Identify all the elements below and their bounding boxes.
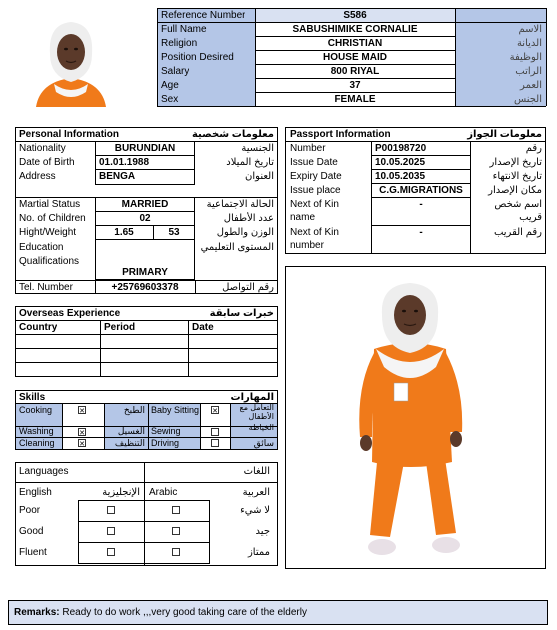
language-english-label-ar: الإنجليزية <box>102 487 140 498</box>
kin-number-value: - <box>419 227 423 238</box>
arabic-good-checkbox[interactable] <box>172 527 180 535</box>
marital-status-label-ar: الحالة الاجتماعية <box>206 199 274 210</box>
religion-value: CHRISTIAN <box>327 38 383 49</box>
issue-place-label-ar: مكان الإصدار <box>488 185 542 196</box>
full-name-value: SABUSHIMIKE CORNALIE <box>292 24 418 35</box>
issue-date-value: 10.05.2025 <box>375 157 426 168</box>
arabic-fluent-checkbox[interactable] <box>172 548 180 556</box>
dob-value: 01.01.1988 <box>99 157 150 168</box>
dob-label-ar: تاريخ الميلاد <box>226 157 274 168</box>
personal-info-title-ar: معلومات شخصية <box>191 129 274 140</box>
expiry-date-label: Expiry Date <box>290 171 342 182</box>
age-label: Age <box>161 80 179 91</box>
skills-title-ar: المهارات <box>230 392 274 403</box>
skill-babysitting-checkbox[interactable] <box>211 406 219 414</box>
position-desired-label: Position Desired <box>161 52 234 63</box>
skill-washing-checkbox[interactable] <box>78 428 86 436</box>
skill-cooking-checkbox[interactable] <box>78 406 86 414</box>
skill-babysitting-label-ar-2: الأطفال <box>248 412 274 421</box>
kin-number-label-2: number <box>290 240 324 251</box>
language-level-good: Good <box>19 526 44 537</box>
salary-label: Salary <box>161 66 190 77</box>
education-label: Education <box>19 242 64 253</box>
skill-sewing-label: Sewing <box>151 426 181 436</box>
english-poor-checkbox[interactable] <box>107 506 115 514</box>
marital-status-value: MARRIED <box>121 199 169 210</box>
arabic-poor-checkbox[interactable] <box>172 506 180 514</box>
kin-name-label-2: name <box>290 212 316 223</box>
tel-label-ar: رقم التواصل <box>222 282 274 293</box>
education-value: PRIMARY <box>122 267 168 278</box>
children-label: No. of Children <box>19 213 86 224</box>
issue-date-label-ar: تاريخ الإصدار <box>489 157 542 168</box>
expiry-date-label-ar: تاريخ الانتهاء <box>492 171 542 182</box>
skill-cooking-label-ar: الطبخ <box>123 405 145 415</box>
overseas-title-ar: خبرات سابقة <box>209 308 274 319</box>
sex-label-ar: الجنس <box>513 94 542 105</box>
skills-title: Skills <box>19 392 46 403</box>
overseas-col-country: Country <box>19 322 58 333</box>
skill-driving-checkbox[interactable] <box>211 439 219 447</box>
passport-number-label: Number <box>290 143 326 154</box>
height-weight-label: Hight/Weight <box>19 227 77 238</box>
full-name-label: Full Name <box>161 24 207 35</box>
skill-driving-label-ar: سائق <box>253 438 274 448</box>
passport-info-title-ar: معلومات الجواز <box>467 129 542 140</box>
english-good-checkbox[interactable] <box>107 527 115 535</box>
position-desired-value: HOUSE MAID <box>323 52 387 63</box>
remarks-text: Ready to do work ,,,very good taking care of the elderly <box>59 607 307 618</box>
salary-value: 800 RIYAL <box>330 66 380 77</box>
height-weight-label-ar: الوزن والطول <box>216 227 274 238</box>
language-level-fluent-ar: ممتاز <box>247 547 270 558</box>
skill-sewing-checkbox[interactable] <box>211 428 219 436</box>
language-english-label: English <box>19 487 52 498</box>
age-value: 37 <box>349 80 361 91</box>
skill-cooking-label: Cooking <box>19 405 53 415</box>
remarks-label: Remarks: <box>14 607 60 618</box>
age-label-ar: العمر <box>520 80 542 91</box>
skill-babysitting-label: Baby Sitting <box>151 405 200 415</box>
headshot-photo <box>26 12 116 107</box>
nationality-label: Nationality <box>19 143 66 154</box>
skill-cleaning-label-ar: التنظيف <box>114 438 145 448</box>
personal-info-title: Personal Information <box>19 129 120 140</box>
position-desired-label-ar: الوظيفة <box>509 52 542 63</box>
overseas-col-period: Period <box>104 322 136 333</box>
height-value: 1.65 <box>114 227 134 238</box>
children-label-ar: عدد الأطفال <box>223 213 274 224</box>
qualifications-label: Qualifications <box>19 256 80 267</box>
skill-cleaning-checkbox[interactable] <box>78 439 86 447</box>
language-level-poor: Poor <box>19 505 41 516</box>
language-arabic-label-ar: العربية <box>242 487 270 498</box>
kin-name-label: Next of Kin <box>290 199 339 210</box>
full-body-photo <box>285 266 546 569</box>
passport-number-label-ar: رقم <box>525 143 542 154</box>
address-label: Address <box>19 171 56 182</box>
remarks-box <box>8 600 548 625</box>
language-level-fluent: Fluent <box>19 547 47 558</box>
kin-name-label-ar-2: قريب <box>519 212 542 223</box>
skill-washing-label: Washing <box>19 426 54 436</box>
language-level-poor-ar: لا شيء <box>240 505 270 516</box>
tel-value: +25769603378 <box>111 282 179 293</box>
overseas-col-date: Date <box>192 322 214 333</box>
reference-number-value: S586 <box>343 10 367 21</box>
address-value: BENGA <box>99 171 136 182</box>
skill-washing-label-ar: الغسيل <box>117 426 145 436</box>
issue-date-label: Issue Date <box>290 157 338 168</box>
issue-place-label: Issue place <box>290 185 341 196</box>
marital-status-label: Martial Status <box>19 199 81 210</box>
skill-babysitting-label-ar: التعامل مع <box>239 403 274 412</box>
passport-info-title: Passport Information <box>290 129 391 140</box>
nationality-value: BURUNDIAN <box>114 143 176 154</box>
reference-number-label: Reference Number <box>161 10 246 21</box>
religion-label-ar: الديانة <box>516 38 542 49</box>
language-level-good-ar: جيد <box>255 526 270 537</box>
languages-title-ar: اللغات <box>243 466 270 477</box>
children-value: 02 <box>139 213 151 224</box>
dob-label: Date of Birth <box>19 157 75 168</box>
tel-label: Tel. Number <box>19 282 73 293</box>
expiry-date-value: 10.05.2035 <box>375 171 426 182</box>
english-fluent-checkbox[interactable] <box>107 548 115 556</box>
sex-label: Sex <box>161 94 179 105</box>
kin-number-label-ar: رقم القريب <box>493 227 542 238</box>
weight-value: 53 <box>168 227 180 238</box>
skill-driving-label: Driving <box>151 438 180 448</box>
languages-title: Languages <box>19 466 69 477</box>
education-label-ar: المستوى التعليمي <box>200 242 274 253</box>
skill-sewing-label-ar: الخياطة <box>248 423 274 432</box>
salary-label-ar: الراتب <box>515 66 542 77</box>
kin-name-value: - <box>419 199 423 210</box>
kin-number-label: Next of Kin <box>290 227 339 238</box>
issue-place-value: C.G.MIGRATIONS <box>379 185 463 196</box>
kin-name-label-ar: اسم شخص <box>494 199 542 210</box>
overseas-title: Overseas Experience <box>19 308 121 319</box>
skill-cleaning-label: Cleaning <box>19 438 55 448</box>
sex-value: FEMALE <box>334 94 376 105</box>
religion-label: Religion <box>161 38 198 49</box>
language-arabic-label: Arabic <box>149 487 178 498</box>
nationality-label-ar: الجنسية <box>241 143 274 154</box>
address-label-ar: العنوان <box>245 171 274 182</box>
passport-number-value: P00198720 <box>375 143 427 154</box>
full-name-label-ar: الاسم <box>518 24 542 35</box>
